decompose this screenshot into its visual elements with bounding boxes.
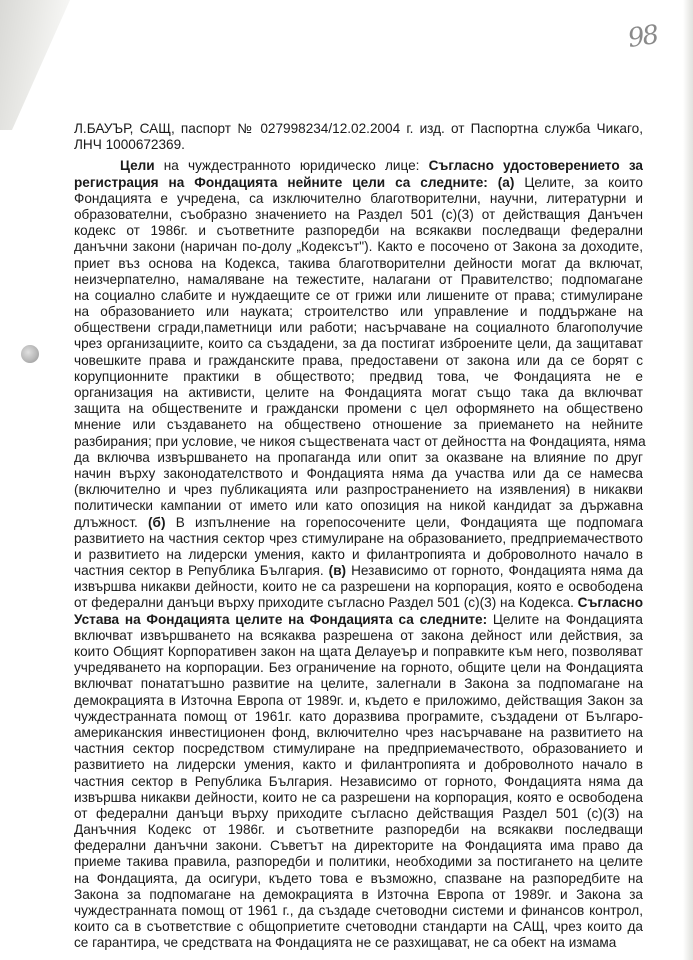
text-line: от федерални данъци върху приходите съгласно Раздел 501 (с)(3) на Кодекса. Съгласно xyxy=(74,595,643,611)
text-line: на Фондацията, да осигури, където това е възможно, спазване на разпоредбите на xyxy=(74,870,643,886)
text-line: се гарантира, че средствата на Фондацията не се разхищават, не са обект на измама xyxy=(74,935,617,951)
text-line: данъчни закони (наричан по-долу „Кодексът"). Както е посочено от Закона за доходите, xyxy=(74,239,643,255)
text-line: чуждестранната помощ от 1961 г., да създаде счетоводни системи и финансов контрол, xyxy=(74,903,643,918)
text-line: политически кампании от името или като опозиция на никой кандидат за държавна xyxy=(74,498,643,514)
scan-shadow-left xyxy=(0,0,70,130)
text-line: длъжност. (б) В изпълнение на горепосочените цели, Фондацията ще подпомага xyxy=(74,514,644,530)
punch-hole xyxy=(21,345,39,363)
text-line: корупционните практики в обществото; предвид това, че Фондацията не е xyxy=(74,368,643,384)
text-line: от федерални данъци върху приходите съгласно действащия Раздел 501 (с)(3) на xyxy=(74,805,643,821)
text-line: образователни, съобразно значението на Раздел 501 (с)(3) от действащия Данъчен xyxy=(74,206,643,222)
text-line: разбирания; при условие, че никоя съществената част от дейността на Фондацията, няма xyxy=(74,433,646,449)
text-line: развитието на частния сектор чрез стимулиране на образованието, предприемачеството xyxy=(74,530,643,546)
text-line: обществени сгради,паметници или работи; насърчаване на социалното благополучие xyxy=(74,320,643,336)
text-line: и развитието на лидерски умения, както и филантропията и доброволното начало в xyxy=(74,546,643,562)
text-line: (включително и чрез публикацията или разпространението на изявления) в никакви xyxy=(74,482,643,498)
text-line: регистрация на Фондацията нейните цели са следните: (а) Целите, за които xyxy=(74,174,643,190)
text-line: демокрацията в Източна Европа от 1989г. и, където е приложимо, действащия Закон за xyxy=(74,692,643,708)
text-line: човешките права и гражданските права, предоставени от закона или да се борят с xyxy=(74,352,643,368)
text-line: включват извършването на всякаква разрешена от закона дейност или действия, за xyxy=(74,627,643,643)
text-line: частния сектор в Република България. (в) Независимо от горното, Фондацията няма да xyxy=(74,563,644,579)
text-line: да включва извършването на пропаганда или опит за оказване на влияние по друг xyxy=(74,449,643,465)
text-line: извършва никакви дейности, които не са разрешени на корпорация, която е освободена xyxy=(74,579,643,595)
text-line: чуждестранната помощ от 1961г. като доразвива програмите, създадени от Българо- xyxy=(74,708,643,724)
text-line: Устава на Фондацията целите на Фондацията са следните: Целите на Фондацията xyxy=(74,611,643,627)
text-line: начин върху законодателството и Фондацията няма да участва или да се намесва xyxy=(74,465,643,481)
text-line: учредяването на корпорации. Без ограничение на горното, общите цели на Фондацията xyxy=(74,660,643,676)
text-line: организация на активисти, целите на Фондацията могат също така да включват xyxy=(74,385,643,400)
text-line: неизчерпателно, намаляване на тежестите, налагани от Правителство; подпомагане xyxy=(74,271,643,287)
text-line: Фондацията е учредена, са изключително благотворителни, научни, литературни и xyxy=(74,190,643,206)
text-line: частния сектор в Република България. Независимо от горното, Фондацията няма да xyxy=(74,773,643,789)
text-line: развитието на лидерски умения, както и филантропията и доброволното начало в xyxy=(74,757,643,773)
text-line: Данъчния Кодекс от 1986г. и съответните разпоредби на всякакви последващи xyxy=(74,822,643,838)
header-line: ЛНЧ 1000672369. xyxy=(74,137,185,153)
scan-shadow-right xyxy=(683,0,693,960)
text-line: федерални данъчни закони. Съветът на директорите на Фондацията има право да xyxy=(74,838,643,854)
text-line: мнение или създаването на обществено отношение за приемането на нейните xyxy=(74,417,643,433)
text-line: приет въз основа на Кодекса, такива благотворителни дейности могат да включат, xyxy=(74,255,643,271)
text-line: извършва никакви дейности, които не са разрешени на корпорация, която е освободена xyxy=(74,789,643,805)
text-line: които са в съответствие с общоприетите счетоводни стандарти на САЩ, чрез които да xyxy=(74,919,643,935)
text-line: включват понататъшно развитие на целите, залегнали в Закона за подпомагане на xyxy=(74,676,643,692)
handwritten-page-number: 98 xyxy=(626,20,660,54)
header-line: Л.БАУЪР, САЩ, паспорт № 027998234/12.02.2004 г. изд. от Паспортна служба Чикаго, xyxy=(74,121,643,136)
text-line: Цели на чуждестранното юридическо лице: Съгласно удостоверението за xyxy=(120,158,643,174)
text-line: на образованието или науката; строителство или управление и поддържане на xyxy=(74,304,643,320)
document-body xyxy=(74,121,646,952)
text-line: американския инвестиционен фонд, включително чрез насърчаване на развитието на xyxy=(74,724,643,740)
text-line: на социално слабите и нуждаещите се от грижи или лишените от права; стимулиране xyxy=(74,287,643,303)
text-line: кодекс от 1986г. и съответните разпоредби на всякакви последващи федерални xyxy=(74,223,643,239)
text-line: приеме такива правила, разпоредби и политики, необходими за постигането на целите xyxy=(74,854,643,870)
text-line: частния сектор посредством стимулиране на предприемачеството, образованието и xyxy=(74,741,643,757)
text-line: Закона за подпомагане на демокрацията в Източна Европа от 1989г. и Закона за xyxy=(74,886,643,902)
text-line: защита на обществените и граждански промени с цел оформянето на обществено xyxy=(74,401,643,417)
text-line: които Общият Корпоративен закон на щата Делауеър и поправките към него, позволяват xyxy=(74,644,643,659)
text-line: чрез организациите, които са създадени, за да постигат изброените цели, да защитават xyxy=(74,336,643,352)
